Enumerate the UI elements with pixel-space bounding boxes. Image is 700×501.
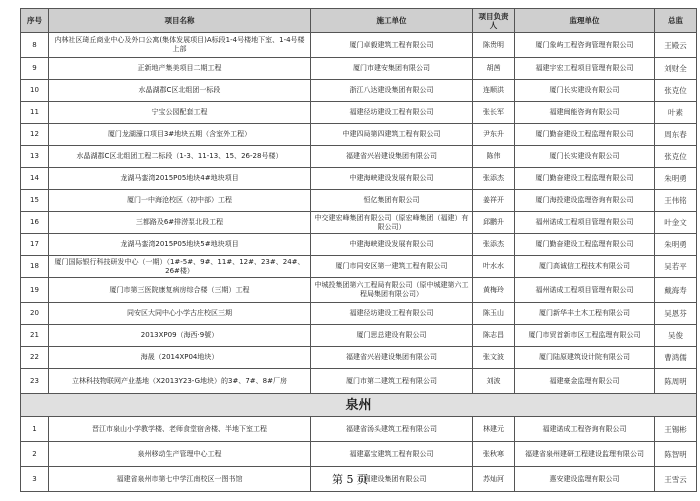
table-row bbox=[21, 58, 697, 80]
table-header-row bbox=[21, 9, 697, 33]
supervisor-cell: 福建豪金监理有限公司 bbox=[515, 369, 655, 394]
section-row bbox=[21, 394, 697, 417]
page-number: 第 5 页 bbox=[332, 473, 368, 486]
builder-cell: 中建四局第四建筑工程有限公司 bbox=[311, 124, 473, 146]
manager-cell: 苏灿河 bbox=[473, 467, 515, 492]
row-number: 21 bbox=[21, 325, 49, 347]
row-number: 14 bbox=[21, 168, 49, 190]
project-table bbox=[20, 8, 697, 492]
row-number: 17 bbox=[21, 234, 49, 256]
row-number: 11 bbox=[21, 102, 49, 124]
manager-cell: 张添杰 bbox=[473, 168, 515, 190]
row-number: 2 bbox=[21, 442, 49, 467]
supervisor-cell: 厦门长实建设有限公司 bbox=[515, 80, 655, 102]
row-number: 16 bbox=[21, 212, 49, 234]
row-number: 8 bbox=[21, 33, 49, 58]
director-cell: 王殿云 bbox=[655, 33, 697, 58]
director-cell: 王伟铭 bbox=[655, 190, 697, 212]
director-cell: 陈周明 bbox=[655, 369, 697, 394]
director-cell: 吴若平 bbox=[655, 256, 697, 278]
builder-cell: 厦门市同安区第一建筑工程有限公司 bbox=[311, 256, 473, 278]
supervisor-cell: 厦门勤奋建设工程监理有限公司 bbox=[515, 168, 655, 190]
director-cell: 戴海寿 bbox=[655, 278, 697, 303]
row-number: 1 bbox=[21, 417, 49, 442]
project-name-cell: 内林社区琦丘商业中心及外口公寓(集体发展项目)A标段1-4号楼地下室、1-4号楼上部 bbox=[49, 33, 311, 58]
supervisor-cell: 厦门陆原建筑设计院有限公司 bbox=[515, 347, 655, 369]
row-number: 3 bbox=[21, 467, 49, 492]
project-name-cell: 同安区大同中心小学古庄校区三期 bbox=[49, 303, 311, 325]
director-cell: 叶素 bbox=[655, 102, 697, 124]
project-name-cell: 2013XP09（海西·9號） bbox=[49, 325, 311, 347]
project-name-cell: 厦门市第三医院康复病房综合楼（三期）工程 bbox=[49, 278, 311, 303]
builder-cell: 中建海峡建设发展有限公司 bbox=[311, 168, 473, 190]
director-cell: 陈智明 bbox=[655, 442, 697, 467]
supervisor-cell: 福建诺成工程咨询有限公司 bbox=[515, 417, 655, 442]
table-row bbox=[21, 442, 697, 467]
table-row bbox=[21, 33, 697, 58]
director-cell: 吴恩芬 bbox=[655, 303, 697, 325]
row-number: 18 bbox=[21, 256, 49, 278]
row-number: 15 bbox=[21, 190, 49, 212]
builder-cell: 浙江八达建设集团有限公司 bbox=[311, 80, 473, 102]
column-header-project-name: 项目名称 bbox=[49, 9, 311, 33]
builder-cell: 厦门思总建设有限公司 bbox=[311, 325, 473, 347]
row-number: 12 bbox=[21, 124, 49, 146]
director-cell: 王锡彬 bbox=[655, 417, 697, 442]
table-row bbox=[21, 278, 697, 303]
director-cell: 张克位 bbox=[655, 80, 697, 102]
supervisor-cell: 厦门勤奋建设工程监理有限公司 bbox=[515, 124, 655, 146]
project-name-cell: 宁宝公园配套工程 bbox=[49, 102, 311, 124]
manager-cell: 黄梅玲 bbox=[473, 278, 515, 303]
director-cell: 刘财全 bbox=[655, 58, 697, 80]
director-cell: 曹鸿儒 bbox=[655, 347, 697, 369]
table-row bbox=[21, 234, 697, 256]
builder-cell: 福建嘉宝建筑工程有限公司 bbox=[311, 442, 473, 467]
manager-cell: 姜祥开 bbox=[473, 190, 515, 212]
table-row bbox=[21, 417, 697, 442]
builder-cell: 中交建宏峰集团有限公司（原宏峰集团（福建）有限公司） bbox=[311, 212, 473, 234]
builder-cell: 福建省兴岩建设集团有限公司 bbox=[311, 146, 473, 168]
manager-cell: 叶水水 bbox=[473, 256, 515, 278]
manager-cell: 张秋寒 bbox=[473, 442, 515, 467]
builder-cell: 恒亿集团有限公司 bbox=[311, 190, 473, 212]
row-number: 10 bbox=[21, 80, 49, 102]
column-header-manager: 项目负责人 bbox=[473, 9, 515, 33]
builder-cell: 方圆建设集团有限公司 bbox=[311, 467, 473, 492]
column-header-builder: 施工单位 bbox=[311, 9, 473, 33]
project-name-cell: 龙湖马銮湾2015P05地块5#地块项目 bbox=[49, 234, 311, 256]
table-body-xiamen bbox=[21, 33, 697, 394]
column-header-number: 序号 bbox=[21, 9, 49, 33]
supervisor-cell: 厦门勤奋建设工程监理有限公司 bbox=[515, 234, 655, 256]
supervisor-cell: 福建省泉州建研工程建设监理有限公司 bbox=[515, 442, 655, 467]
builder-cell: 厦门卓毅建筑工程有限公司 bbox=[311, 33, 473, 58]
builder-cell: 中城投集团第六工程局有限公司（原中城建第六工程局集团有限公司） bbox=[311, 278, 473, 303]
table-row bbox=[21, 325, 697, 347]
project-table-sheet bbox=[20, 8, 696, 492]
director-cell: 周东春 bbox=[655, 124, 697, 146]
project-name-cell: 水晶湖郡C区北组团一标段 bbox=[49, 80, 311, 102]
supervisor-cell: 福建闽能咨询有限公司 bbox=[515, 102, 655, 124]
supervisor-cell: 福州诺成工程项目管理有限公司 bbox=[515, 212, 655, 234]
row-number: 9 bbox=[21, 58, 49, 80]
row-number: 19 bbox=[21, 278, 49, 303]
project-name-cell: 福建省泉州市第七中学江南校区一图书馆 bbox=[49, 467, 311, 492]
project-name-cell: 龙湖马銮湾2015P05地块4#地块项目 bbox=[49, 168, 311, 190]
manager-cell: 刘波 bbox=[473, 369, 515, 394]
manager-cell: 胡茜 bbox=[473, 58, 515, 80]
manager-cell: 张添杰 bbox=[473, 234, 515, 256]
supervisor-cell: 厦门高诚信工程技术有限公司 bbox=[515, 256, 655, 278]
project-name-cell: 三都路及6#排涝泵北段工程 bbox=[49, 212, 311, 234]
supervisor-cell: 惠安建设监理有限公司 bbox=[515, 467, 655, 492]
table-row bbox=[21, 212, 697, 234]
manager-cell: 陈伟 bbox=[473, 146, 515, 168]
supervisor-cell: 厦门海投建设监理咨询有限公司 bbox=[515, 190, 655, 212]
table-row bbox=[21, 256, 697, 278]
director-cell: 王雪云 bbox=[655, 467, 697, 492]
director-cell: 吴俊 bbox=[655, 325, 697, 347]
supervisor-cell: 厦门新华丰土木工程有限公司 bbox=[515, 303, 655, 325]
supervisor-cell: 厦门市贸首新市区工程监理有限公司 bbox=[515, 325, 655, 347]
section-row-group bbox=[21, 394, 697, 417]
supervisor-cell: 厦门象屿工程咨询管理有限公司 bbox=[515, 33, 655, 58]
manager-cell: 张长军 bbox=[473, 102, 515, 124]
table-row bbox=[21, 190, 697, 212]
manager-cell: 林建元 bbox=[473, 417, 515, 442]
director-cell: 朱明勇 bbox=[655, 168, 697, 190]
manager-cell: 邱鹏升 bbox=[473, 212, 515, 234]
builder-cell: 福建省兴岩建设集团有限公司 bbox=[311, 347, 473, 369]
table-row bbox=[21, 347, 697, 369]
manager-cell: 连顺洪 bbox=[473, 80, 515, 102]
supervisor-cell: 福建宇宏工程项目管理有限公司 bbox=[515, 58, 655, 80]
row-number: 23 bbox=[21, 369, 49, 394]
table-row bbox=[21, 102, 697, 124]
row-number: 13 bbox=[21, 146, 49, 168]
project-name-cell: 晋江市泉山小学教学楼、老师食堂宿舍楼、半地下室工程 bbox=[49, 417, 311, 442]
director-cell: 叶金文 bbox=[655, 212, 697, 234]
director-cell: 朱明勇 bbox=[655, 234, 697, 256]
project-name-cell: 厦门一中海沧校区（初中部）工程 bbox=[49, 190, 311, 212]
column-header-supervisor: 监理单位 bbox=[515, 9, 655, 33]
supervisor-cell: 福州诺成工程项目管理有限公司 bbox=[515, 278, 655, 303]
project-name-cell: 水晶湖郡C区北组团工程二标段（1-3、11-13、15、26-28号楼） bbox=[49, 146, 311, 168]
table-row bbox=[21, 146, 697, 168]
row-number: 20 bbox=[21, 303, 49, 325]
section-label-quanzhou: 泉州 bbox=[21, 394, 697, 417]
manager-cell: 张文波 bbox=[473, 347, 515, 369]
manager-cell: 陈贵明 bbox=[473, 33, 515, 58]
table-row bbox=[21, 303, 697, 325]
table-row bbox=[21, 369, 697, 394]
builder-cell: 福建径坊建设工程有限公司 bbox=[311, 303, 473, 325]
row-number: 22 bbox=[21, 347, 49, 369]
project-name-cell: 海晟（2014XP04地块） bbox=[49, 347, 311, 369]
project-name-cell: 正新地产集美项目二期工程 bbox=[49, 58, 311, 80]
table-row bbox=[21, 168, 697, 190]
manager-cell: 尹东升 bbox=[473, 124, 515, 146]
column-header-director: 总监 bbox=[655, 9, 697, 33]
builder-cell: 中建海峡建设发展有限公司 bbox=[311, 234, 473, 256]
manager-cell: 陈志昌 bbox=[473, 325, 515, 347]
table-row bbox=[21, 80, 697, 102]
builder-cell: 厦门市建安集团有限公司 bbox=[311, 58, 473, 80]
builder-cell: 福建省汤头建筑工程有限公司 bbox=[311, 417, 473, 442]
table-row bbox=[21, 124, 697, 146]
director-cell: 张克位 bbox=[655, 146, 697, 168]
builder-cell: 厦门市第二建筑工程有限公司 bbox=[311, 369, 473, 394]
project-name-cell: 厦门龙湖濠口项目3#地块五期（含室外工程） bbox=[49, 124, 311, 146]
project-name-cell: 泉州移动生产管理中心工程 bbox=[49, 442, 311, 467]
supervisor-cell: 厦门长实建设有限公司 bbox=[515, 146, 655, 168]
manager-cell: 陈玉山 bbox=[473, 303, 515, 325]
project-name-cell: 立林科技物联网产业基地（X2013Y23-G地块）的3#、7#、8#厂房 bbox=[49, 369, 311, 394]
builder-cell: 福建径坊建设工程有限公司 bbox=[311, 102, 473, 124]
project-name-cell: 厦门国际银行科技研发中心（一期）（1#-5#、9#、11#、12#、23#、24#、26#楼） bbox=[49, 256, 311, 278]
